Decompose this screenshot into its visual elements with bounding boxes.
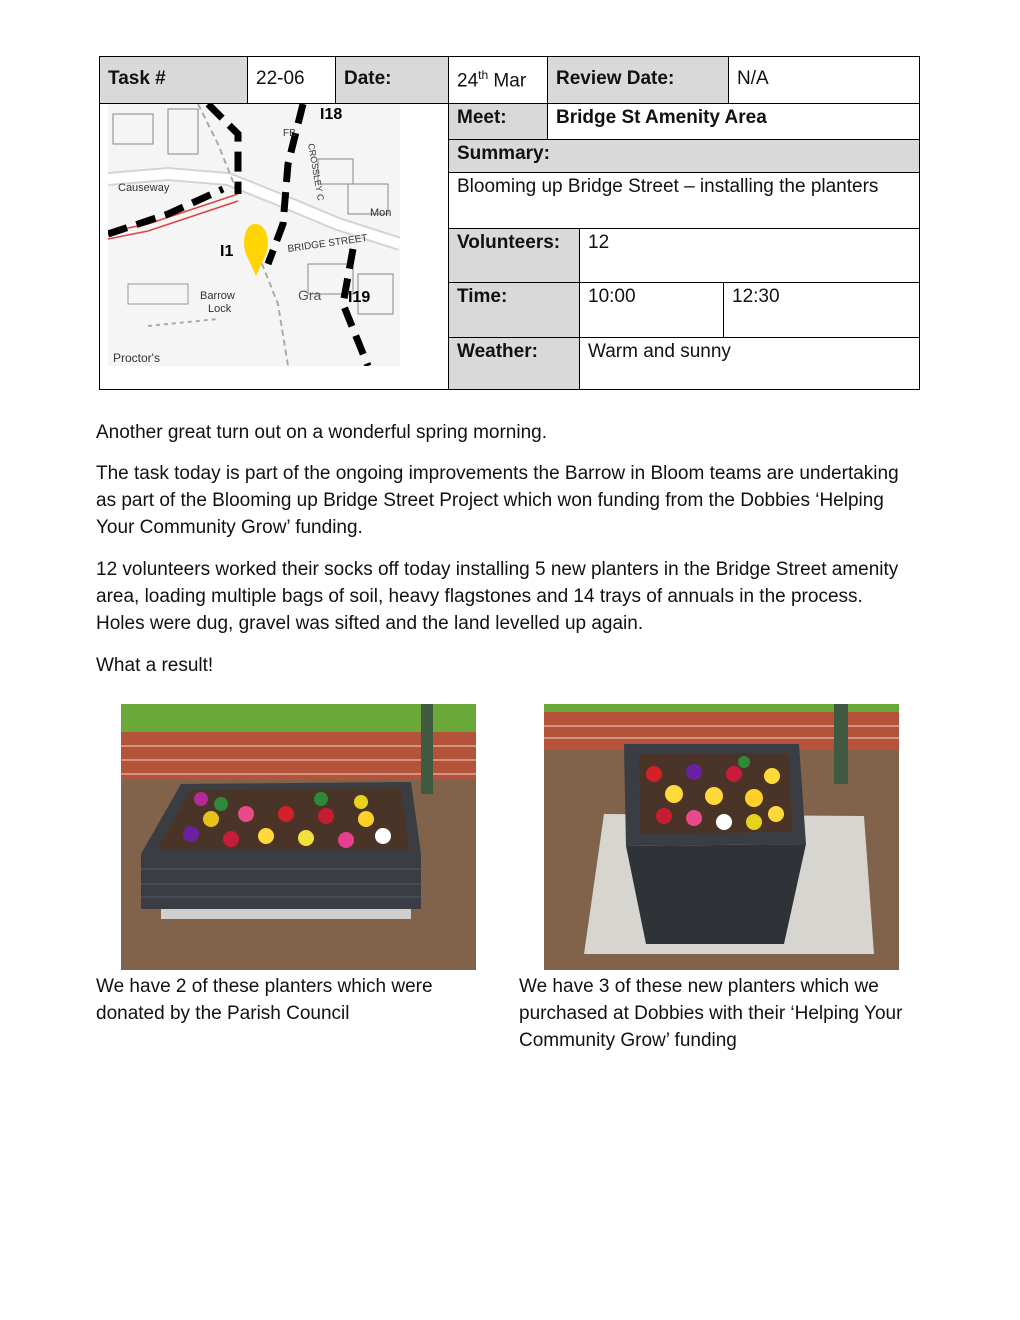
paragraph-volunteers: 12 volunteers worked their socks off today installing 5 new planters in the Bridge Street amenity area, loading multiple bags of soil, heavy flagstones and 14 trays of annuals in the process. Holes were dug, gravel was sifted and the land levelled up again. — [96, 559, 899, 634]
volunteers-value: 12 — [580, 229, 919, 283]
time-label: Time: — [449, 283, 580, 338]
task-label: Task # — [100, 57, 248, 104]
meet-label: Meet: — [449, 104, 548, 140]
photo-dobbies-planter — [544, 704, 899, 970]
map-graphic — [108, 104, 400, 366]
date-suffix: th — [478, 68, 489, 82]
map-label-fb: FB — [283, 128, 296, 139]
map-label-i19: I19 — [348, 289, 371, 306]
date-month: Mar — [488, 70, 527, 92]
time-end: 12:30 — [724, 283, 919, 338]
map-label-bridge-street: BRIDGE STREET — [286, 232, 369, 255]
meet-value: Bridge St Amenity Area — [548, 104, 919, 140]
weather-value: Warm and sunny — [588, 341, 731, 362]
map-label-i18: I18 — [320, 106, 343, 123]
review-date-value: N/A — [729, 57, 919, 104]
map-label-i1: I1 — [220, 243, 234, 260]
paragraph-task: The task today is part of the ongoing improvements the Barrow in Bloom teams are undertaking as part of the Blooming up Bridge Street Project which won funding from the Dobbies ‘Helping Your Community Grow’ funding. — [96, 463, 899, 538]
volunteers-label: Volunteers: — [449, 229, 580, 283]
caption-left: We have 2 of these planters which were donated by the Parish Council — [96, 976, 433, 1024]
map-label-crossley: CROSSLEY C — [306, 142, 326, 202]
review-date-label: Review Date: — [548, 57, 729, 104]
task-value: 22-06 — [248, 57, 336, 104]
map-label-barrow: Barrow — [200, 290, 235, 302]
caption-right: We have 3 of these new planters which we purchased at Dobbies with their ‘Helping Your Community Grow’ funding — [519, 976, 903, 1051]
date-day: 24 — [457, 70, 479, 92]
summary-value: Blooming up Bridge Street – installing the planters — [449, 173, 919, 229]
map-label-gra: Gra — [298, 287, 322, 303]
time-start: 10:00 — [580, 283, 724, 338]
map-label-mon: Mon — [370, 207, 392, 219]
map-label-causeway: Causeway — [118, 182, 170, 194]
date-value — [449, 57, 548, 104]
paragraph-intro: Another great turn out on a wonderful spring morning. — [96, 422, 547, 443]
route-map — [108, 104, 400, 366]
map-label-proctors: Proctor's — [113, 351, 160, 365]
map-label-lock: Lock — [208, 303, 232, 315]
weather-label: Weather: — [449, 338, 580, 389]
paragraph-result: What a result! — [96, 655, 214, 676]
photo-parish-planter — [121, 704, 476, 970]
date-label: Date: — [336, 57, 449, 104]
summary-label: Summary: — [449, 140, 919, 173]
